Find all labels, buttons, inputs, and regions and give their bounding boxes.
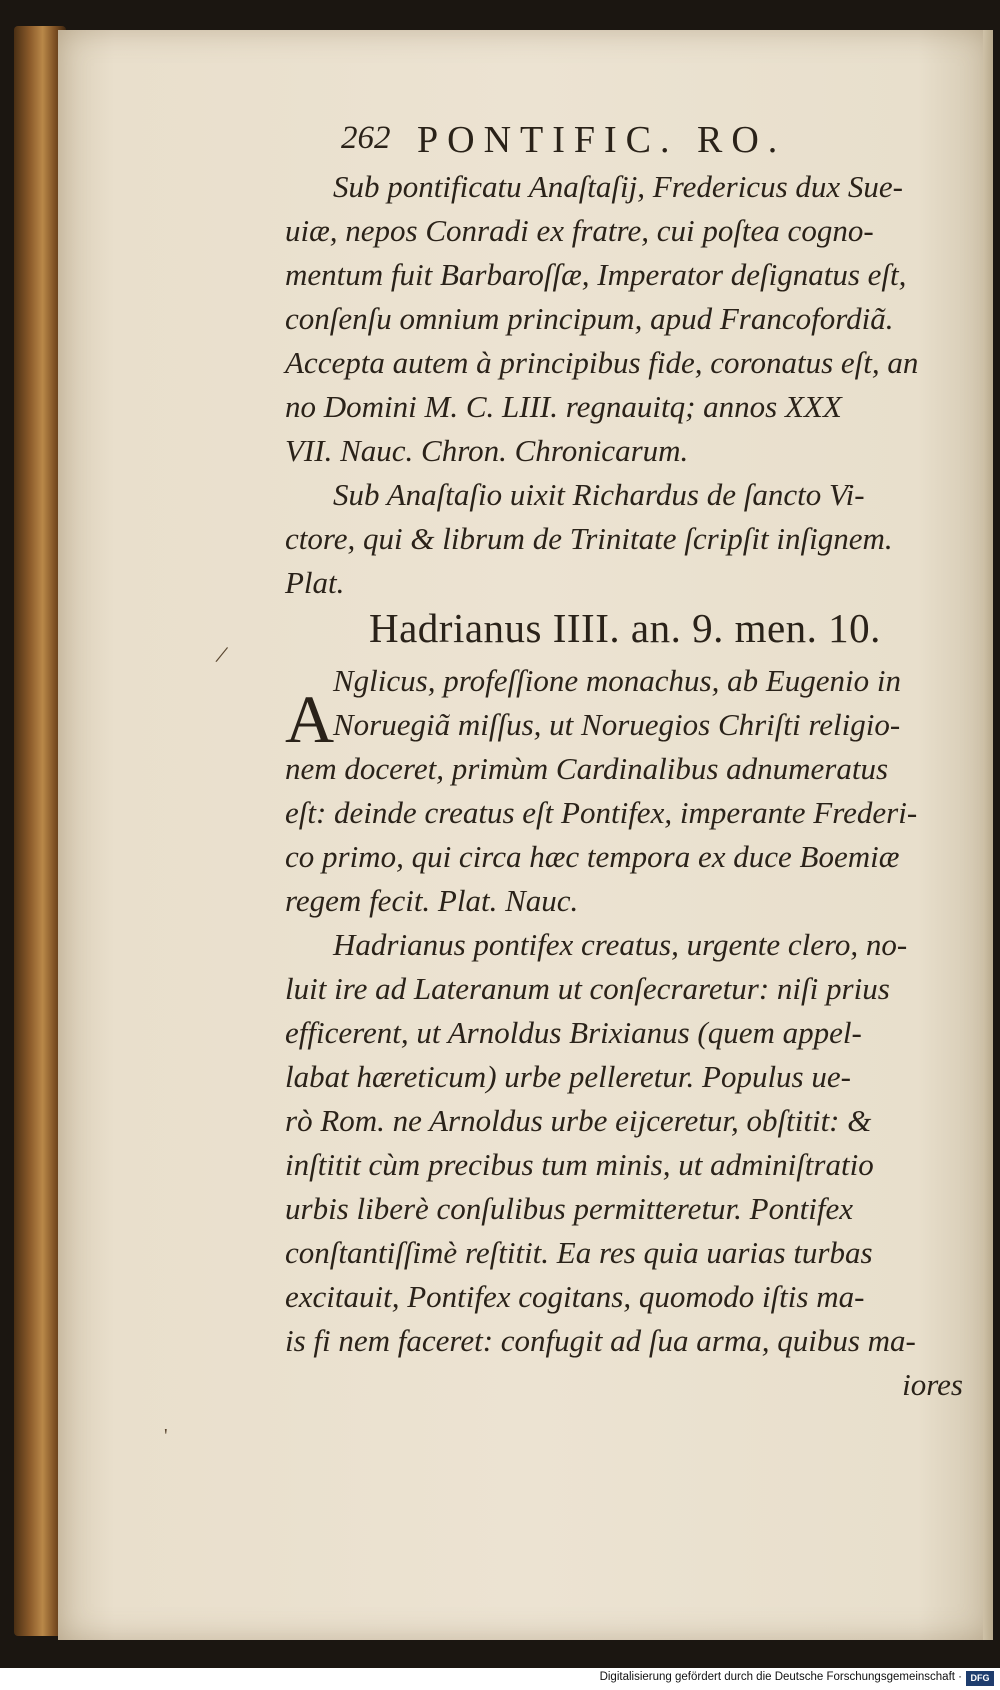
text-line: no Domini M. C. LIII. regnauitq; annos XXX — [285, 389, 842, 424]
drop-cap: A — [285, 681, 335, 757]
margin-ink-dot: ' — [164, 1425, 168, 1447]
text-line: rò Rom. ne Arnoldus urbe eijceretur, obſtitit: & — [285, 1103, 872, 1138]
text-line: urbis liberè conſulibus permitteretur. Pontifex — [285, 1191, 853, 1226]
book-page — [58, 30, 993, 1640]
text-line: VII. Nauc. Chron. Chronicarum. — [285, 433, 689, 468]
text-line: Sub pontificatu Anaſtaſij, Fredericus dux Sue- — [333, 169, 903, 204]
text-line: conſtantiſſimè reſtitit. Ea res quia uarias turbas — [285, 1235, 873, 1270]
text-line: regem fecit. Plat. Nauc. — [285, 883, 579, 918]
text-line: conſenſu omnium principum, apud Francofordiã. — [285, 301, 894, 336]
dfg-logo: DFG — [966, 1671, 994, 1686]
text-line: co primo, qui circa hæc tempora ex duce Boemiæ — [285, 839, 900, 874]
section-heading: Hadrianus IIII. an. 9. men. 10. — [369, 605, 881, 651]
text-line: eſt: deinde creatus eſt Pontifex, imperante Frederi- — [285, 795, 918, 830]
footer-credit: Digitalisierung gefördert durch die Deutsche Forschungsgemeinschaft · — [599, 1671, 962, 1683]
text-line: Sub Anaſtaſio uixit Richardus de ſancto Vi- — [333, 477, 865, 512]
text-line: Hadrianus pontifex creatus, urgente clero, no- — [333, 927, 908, 962]
page-edge — [983, 30, 993, 1640]
text-line: mentum fuit Barbaroſſæ, Imperator deſignatus eſt, — [285, 257, 907, 292]
text-line: Noruegiã miſſus, ut Noruegios Chriſti religio- — [333, 707, 901, 742]
running-head: PONTIFIC. RO. — [417, 119, 787, 161]
text-line: Nglicus, profeſſione monachus, ab Eugenio in — [333, 663, 901, 698]
text-line: labat hæreticum) urbe pelleretur. Populus ue- — [285, 1059, 851, 1094]
text-line: luit ire ad Lateranum ut conſecraretur: niſi prius — [285, 971, 890, 1006]
text-line: excitauit, Pontifex cogitans, quomodo iſtis ma- — [285, 1279, 865, 1314]
footer-bar — [0, 1668, 1000, 1690]
page-number: 262 — [341, 120, 391, 156]
text-line: is fi nem faceret: confugit ad ſua arma, quibus ma- — [285, 1323, 916, 1358]
text-line: efficerent, ut Arnoldus Brixianus (quem appel- — [285, 1015, 862, 1050]
margin-ink-mark: / — [213, 639, 231, 670]
catchword: iores — [902, 1367, 963, 1402]
text-line: uiæ, nepos Conradi ex fratre, cui poſtea cogno- — [285, 213, 874, 248]
text-line: ctore, qui & librum de Trinitate ſcripſit inſignem. — [285, 521, 893, 556]
text-line: nem doceret, primùm Cardinalibus adnumeratus — [285, 751, 889, 786]
text-line: Plat. — [285, 565, 345, 600]
text-line: inſtitit cùm precibus tum minis, ut adminiſtratio — [285, 1147, 874, 1182]
text-line: Accepta autem à principibus fide, coronatus eſt, an — [285, 345, 919, 380]
